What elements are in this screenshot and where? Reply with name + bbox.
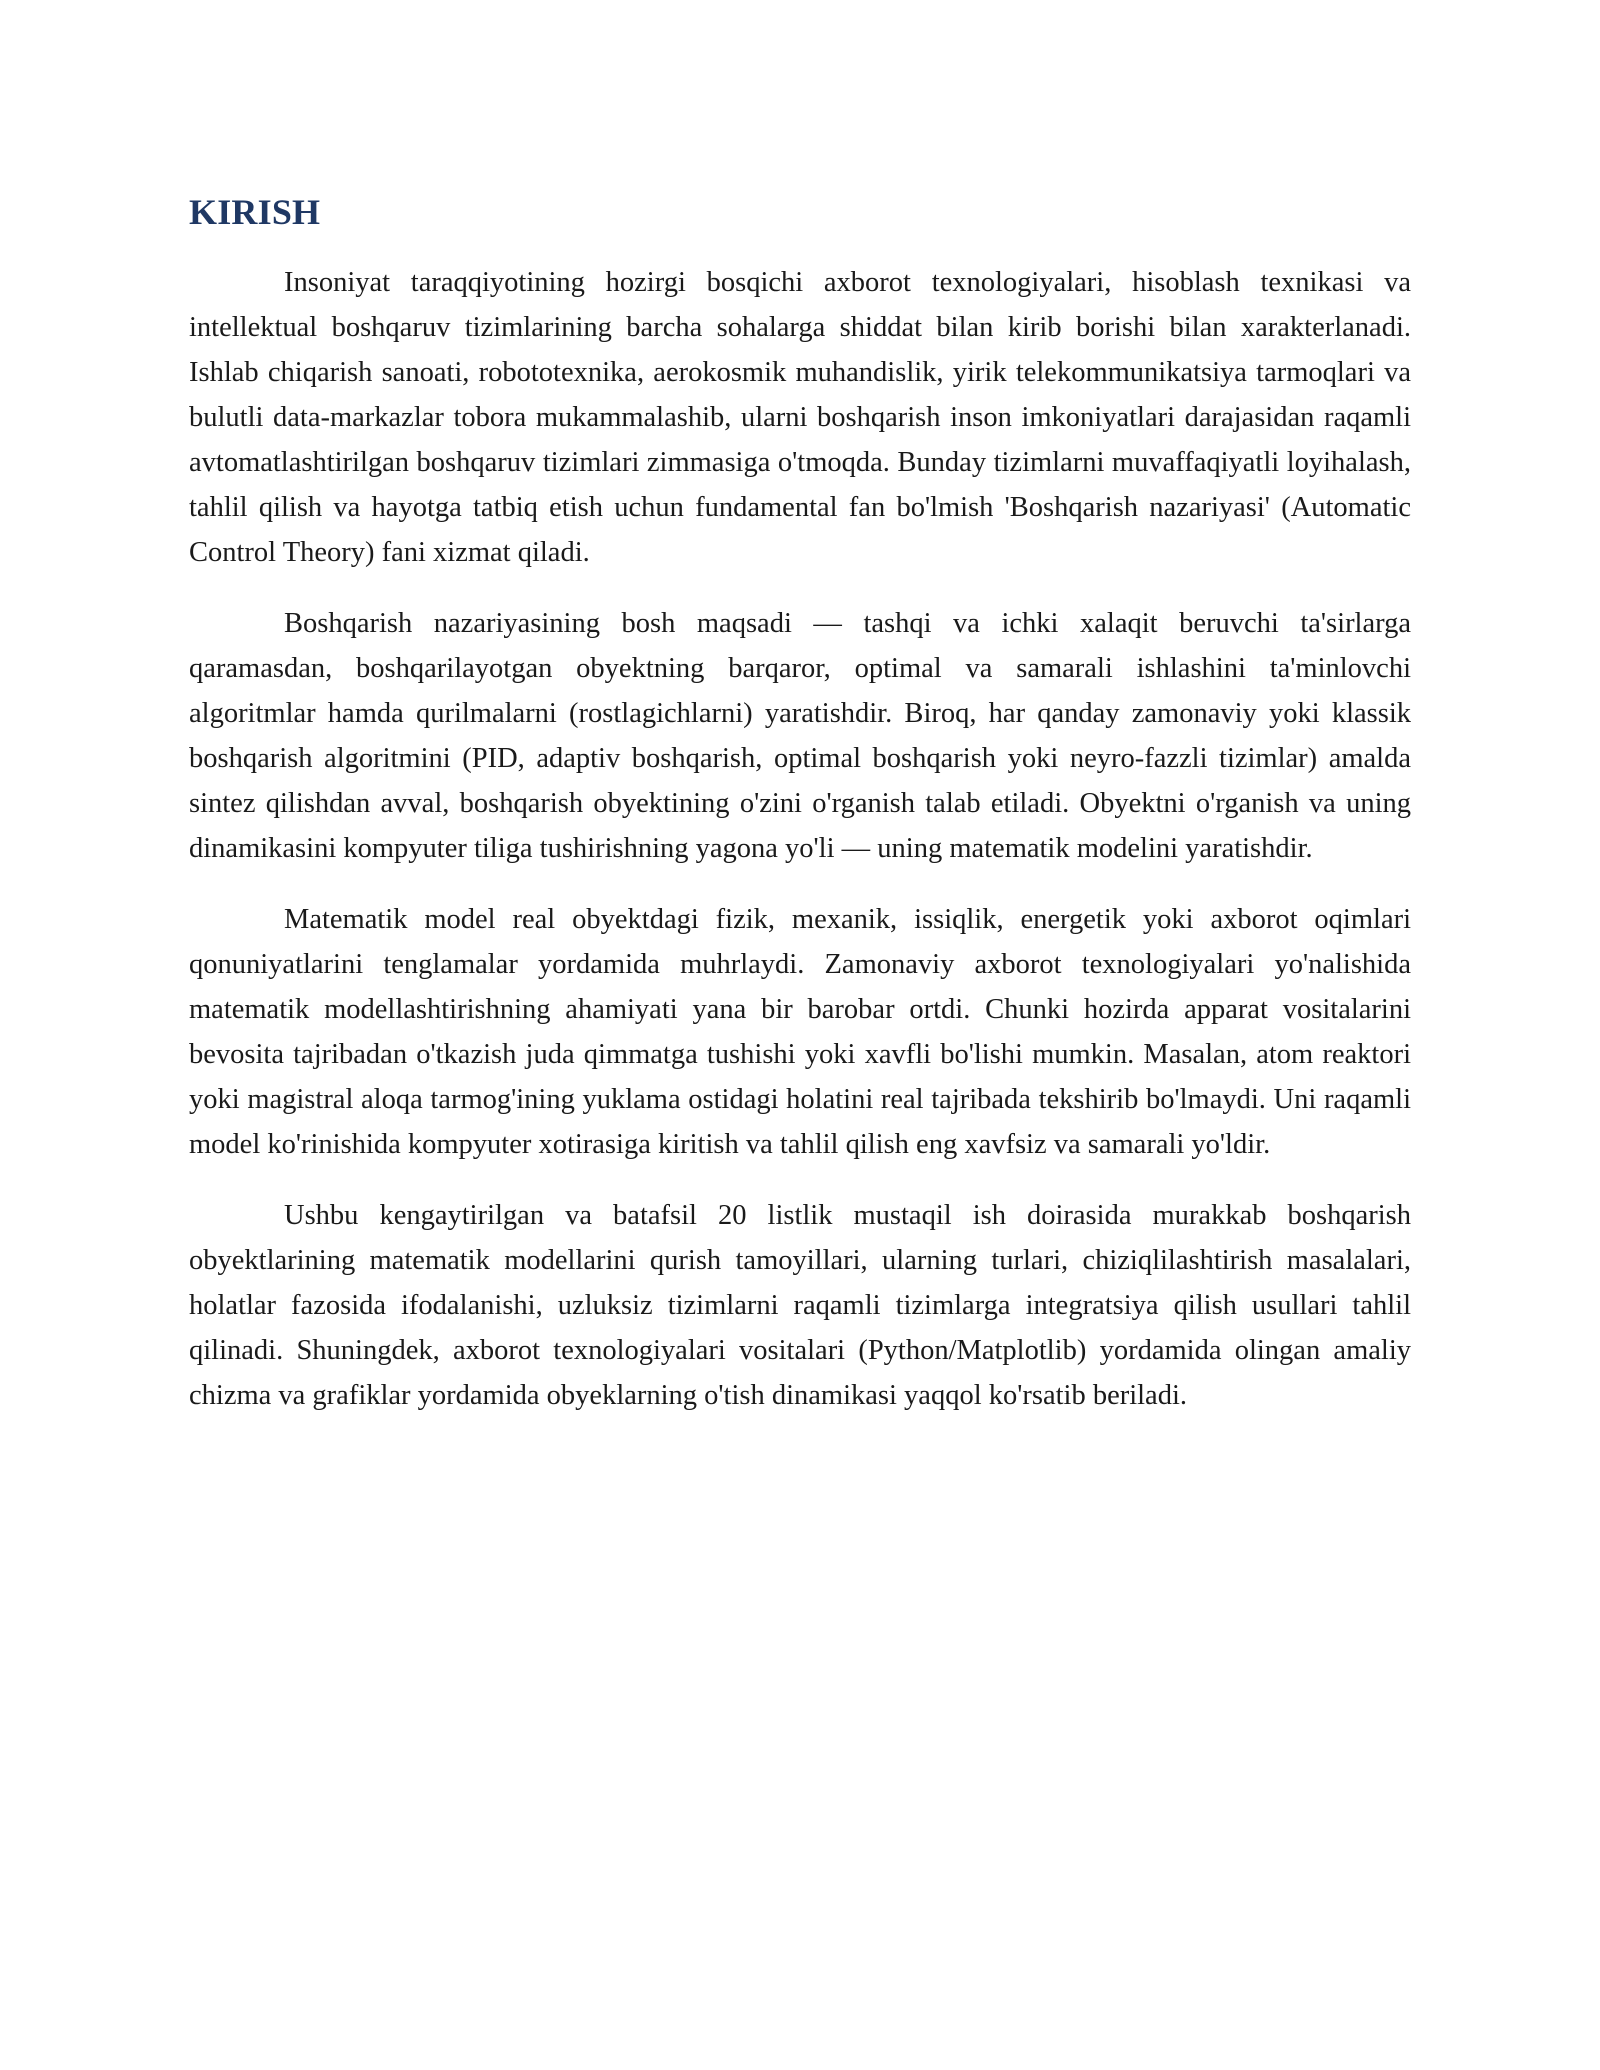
paragraph-1: Insoniyat taraqqiyotining hozirgi bosqichi axborot texnologiyalari, hisoblash texnikasi va intellektual boshqaruv tizimlarining barcha sohalarga shiddat bilan kirib borishi bilan xarakterlanadi. Ishlab chiqarish sanoati, robototexnika, aerokosmik muhandislik, yirik telekommunikatsiya tarmoqlari va bulutli data-markazlar tobora mukammalashib, ularni boshqarish inson imkoniyatlari darajasidan raqamli avtomatlashtirilgan boshqaruv tizimlari zimmasiga o'tmoqda. Bunday tizimlarni muvaffaqiyatli loyihalash, tahlil qilish va hayotga tatbiq etish uchun fundamental fan bo'lmish 'Boshqarish nazariyasi' (Automatic Control Theory) fani xizmat qiladi.: [189, 267, 1411, 568]
paragraph-3: Matematik model real obyektdagi fizik, mexanik, issiqlik, energetik yoki axborot oqimlari qonuniyatlarini tenglamalar yordamida muhrlaydi. Zamonaviy axborot texnologiyalari yo'nalishida matematik modellashtirishning ahamiyati yana bir barobar ortdi. Chunki hozirda apparat vositalarini bevosita tajribadan o'tkazish juda qimmatga tushishi yoki xavfli bo'lishi mumkin. Masalan, atom reaktori yoki magistral aloqa tarmog'ining yuklama ostidagi holatini real tajribada tekshirib bo'lmaydi. Uni raqamli model ko'rinishida kompyuter xotirasiga kiritish va tahlil qilish eng xavfsiz va samarali yo'ldir.: [189, 904, 1411, 1160]
document-body: [189, 190, 1411, 1444]
paragraph-4: Ushbu kengaytirilgan va batafsil 20 listlik mustaqil ish doirasida murakkab boshqarish obyektlarining matematik modellarini qurish tamoyillari, ularning turlari, chiziqlilashtirish masalalari, holatlar fazosida ifodalanishi, uzluksiz tizimlarni raqamli tizimlarga integratsiya qilish usullari tahlil qilinadi. Shuningdek, axborot texnologiyalari vositalari (Python/Matplotlib) yordamida olingan amaliy chizma va grafiklar yordamida obyeklarning o'tish dinamikasi yaqqol ko'rsatib beriladi.: [189, 1200, 1411, 1411]
section-heading: KIRISH: [189, 192, 321, 232]
paragraph-2: Boshqarish nazariyasining bosh maqsadi — tashqi va ichki xalaqit beruvchi ta'sirlarga qaramasdan, boshqarilayotgan obyektning barqaror, optimal va samarali ishlashini ta'minlovchi algoritmlar hamda qurilmalarni (rostlagichlarni) yaratishdir. Biroq, har qanday zamonaviy yoki klassik boshqarish algoritmini (PID, adaptiv boshqarish, optimal boshqarish yoki neyro-fazzli tizimlar) amalda sintez qilishdan avval, boshqarish obyektining o'zini o'rganish talab etiladi. Obyektni o'rganish va uning dinamikasini kompyuter tiliga tushirishning yagona yo'li — uning matematik modelini yaratishdir.: [189, 608, 1411, 864]
